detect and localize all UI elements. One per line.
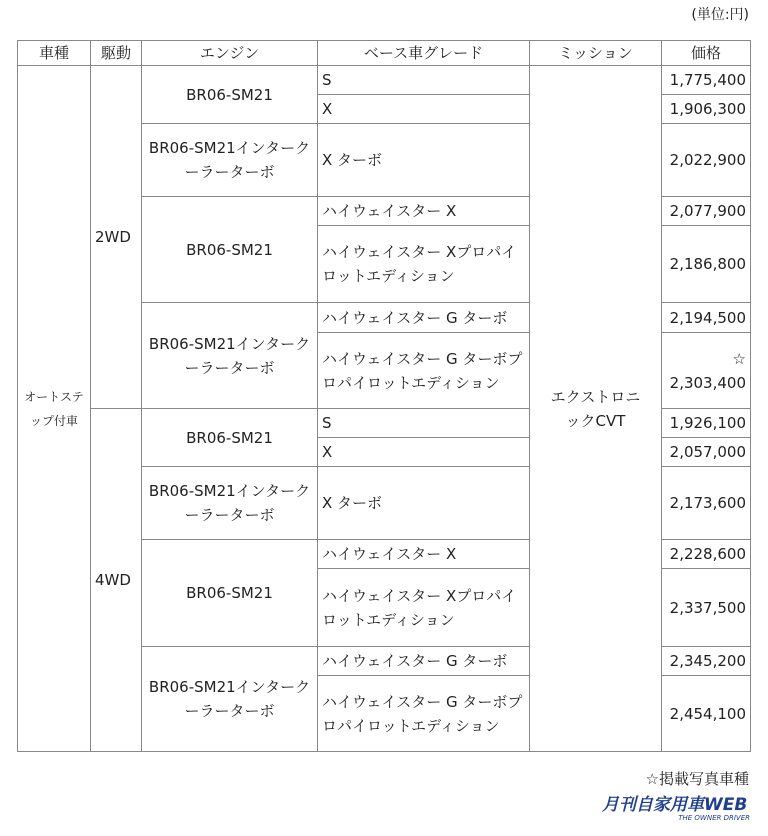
price-value: 2,057,000 xyxy=(669,443,746,461)
price-cell xyxy=(662,226,751,303)
grade-cell: ハイウェイスター Xプロパイロットエディション xyxy=(318,569,530,647)
price-cell xyxy=(662,197,751,226)
price-cell xyxy=(662,66,751,95)
price-cell xyxy=(662,467,751,540)
header-engine: エンジン xyxy=(142,41,318,66)
mission-cell: エクストロニックCVT xyxy=(530,66,662,752)
price-value: 1,775,400 xyxy=(669,71,746,89)
price-cell xyxy=(662,333,751,409)
grade-cell: ハイウェイスター G ターボ xyxy=(318,647,530,676)
grade-cell: ハイウェイスター Xプロパイロットエディション xyxy=(318,226,530,303)
price-cell xyxy=(662,95,751,124)
logo-text: 月刊自家用車WEB xyxy=(602,795,748,815)
price-value: 2,077,900 xyxy=(669,202,746,220)
vehicle-type-cell: オートステップ付車 xyxy=(18,66,91,752)
price-cell xyxy=(662,540,751,569)
price-cell xyxy=(662,676,751,752)
grade-cell: ハイウェイスター G ターボ xyxy=(318,303,530,333)
price-cell xyxy=(662,647,751,676)
price-cell xyxy=(662,303,751,333)
grade-cell: ハイウェイスター X xyxy=(318,197,530,226)
price-table xyxy=(17,40,751,752)
engine-cell: BR06-SM21 xyxy=(142,409,318,467)
price-value: 2,022,900 xyxy=(669,151,746,169)
price-value: 2,454,100 xyxy=(669,704,746,723)
price-value: 2,173,600 xyxy=(669,494,746,512)
magazine-logo xyxy=(601,788,751,822)
price-cell xyxy=(662,438,751,467)
photo-note: ☆掲載写真車種 xyxy=(645,770,749,788)
grade-cell: ハイウェイスター X xyxy=(318,540,530,569)
header-drive: 駆動 xyxy=(91,41,142,66)
logo-subtext: THE OWNER DRIVER xyxy=(678,814,750,822)
price-value: 2,194,500 xyxy=(669,308,746,327)
engine-cell: BR06-SM21インタークーラーターボ xyxy=(142,303,318,409)
header-price: 価格 xyxy=(662,41,751,66)
price-value: 2,303,400 xyxy=(669,373,746,392)
drive-cell: 4WD xyxy=(91,409,142,752)
grade-cell: X xyxy=(318,438,530,467)
engine-cell: BR06-SM21インタークーラーターボ xyxy=(142,124,318,197)
price-cell xyxy=(662,124,751,197)
price-value: 1,906,300 xyxy=(669,100,746,118)
price-value: 2,186,800 xyxy=(669,255,746,273)
unit-note: (単位:円) xyxy=(691,7,749,23)
grade-cell: ハイウェイスター G ターボプロパイロットエディション xyxy=(318,676,530,752)
grade-cell: X ターボ xyxy=(318,124,530,197)
engine-cell: BR06-SM21 xyxy=(142,197,318,303)
price-value: 1,926,100 xyxy=(669,414,746,432)
table-row xyxy=(18,66,751,95)
header-vehicle-type: 車種 xyxy=(18,41,91,66)
drive-cell: 2WD xyxy=(91,66,142,409)
grade-cell: S xyxy=(318,409,530,438)
engine-cell: BR06-SM21インタークーラーターボ xyxy=(142,467,318,540)
table-header-row xyxy=(18,41,751,66)
price-value: 2,337,500 xyxy=(669,598,746,617)
price-cell xyxy=(662,409,751,438)
grade-cell: S xyxy=(318,66,530,95)
price-cell xyxy=(662,569,751,647)
engine-cell: BR06-SM21 xyxy=(142,66,318,124)
price-value: 2,345,200 xyxy=(669,652,746,670)
grade-cell: X xyxy=(318,95,530,124)
grade-cell: X ターボ xyxy=(318,467,530,540)
header-grade: ベース車グレード xyxy=(318,41,530,66)
grade-cell: ハイウェイスター G ターボプロパイロットエディション xyxy=(318,333,530,409)
header-mission: ミッション xyxy=(530,41,662,66)
photo-mark: ☆ xyxy=(732,349,746,368)
engine-cell: BR06-SM21 xyxy=(142,540,318,647)
price-value: 2,228,600 xyxy=(669,545,746,563)
engine-cell: BR06-SM21インタークーラーターボ xyxy=(142,647,318,752)
